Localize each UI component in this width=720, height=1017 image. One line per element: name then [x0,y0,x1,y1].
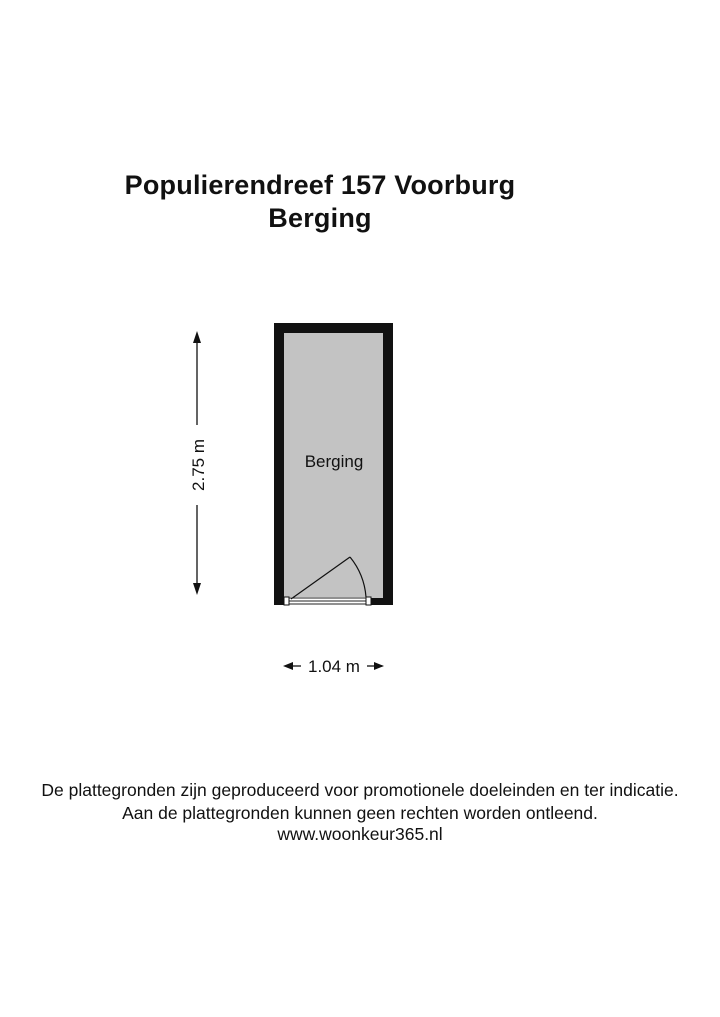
arrow-left-icon [283,662,293,670]
website-url: www.woonkeur365.nl [277,824,443,844]
property-title: Populierendreef 157 Voorburg [124,170,516,200]
arrow-down-icon [193,583,201,595]
floor-title: Berging [268,203,372,233]
arrow-up-icon [193,331,201,343]
arrow-right-icon [374,662,384,670]
width-label: 1.04 m [308,657,360,676]
door-opening [284,597,371,605]
disclaimer-line-1: De plattegronden zijn geproduceerd voor promotionele doeleinden en ter indicatie. [41,780,679,800]
room-label: Berging [304,452,364,471]
disclaimer-line-2: Aan de plattegronden kunnen geen rechten worden ontleend. [122,803,598,823]
height-label: 2.75 m [189,439,208,491]
